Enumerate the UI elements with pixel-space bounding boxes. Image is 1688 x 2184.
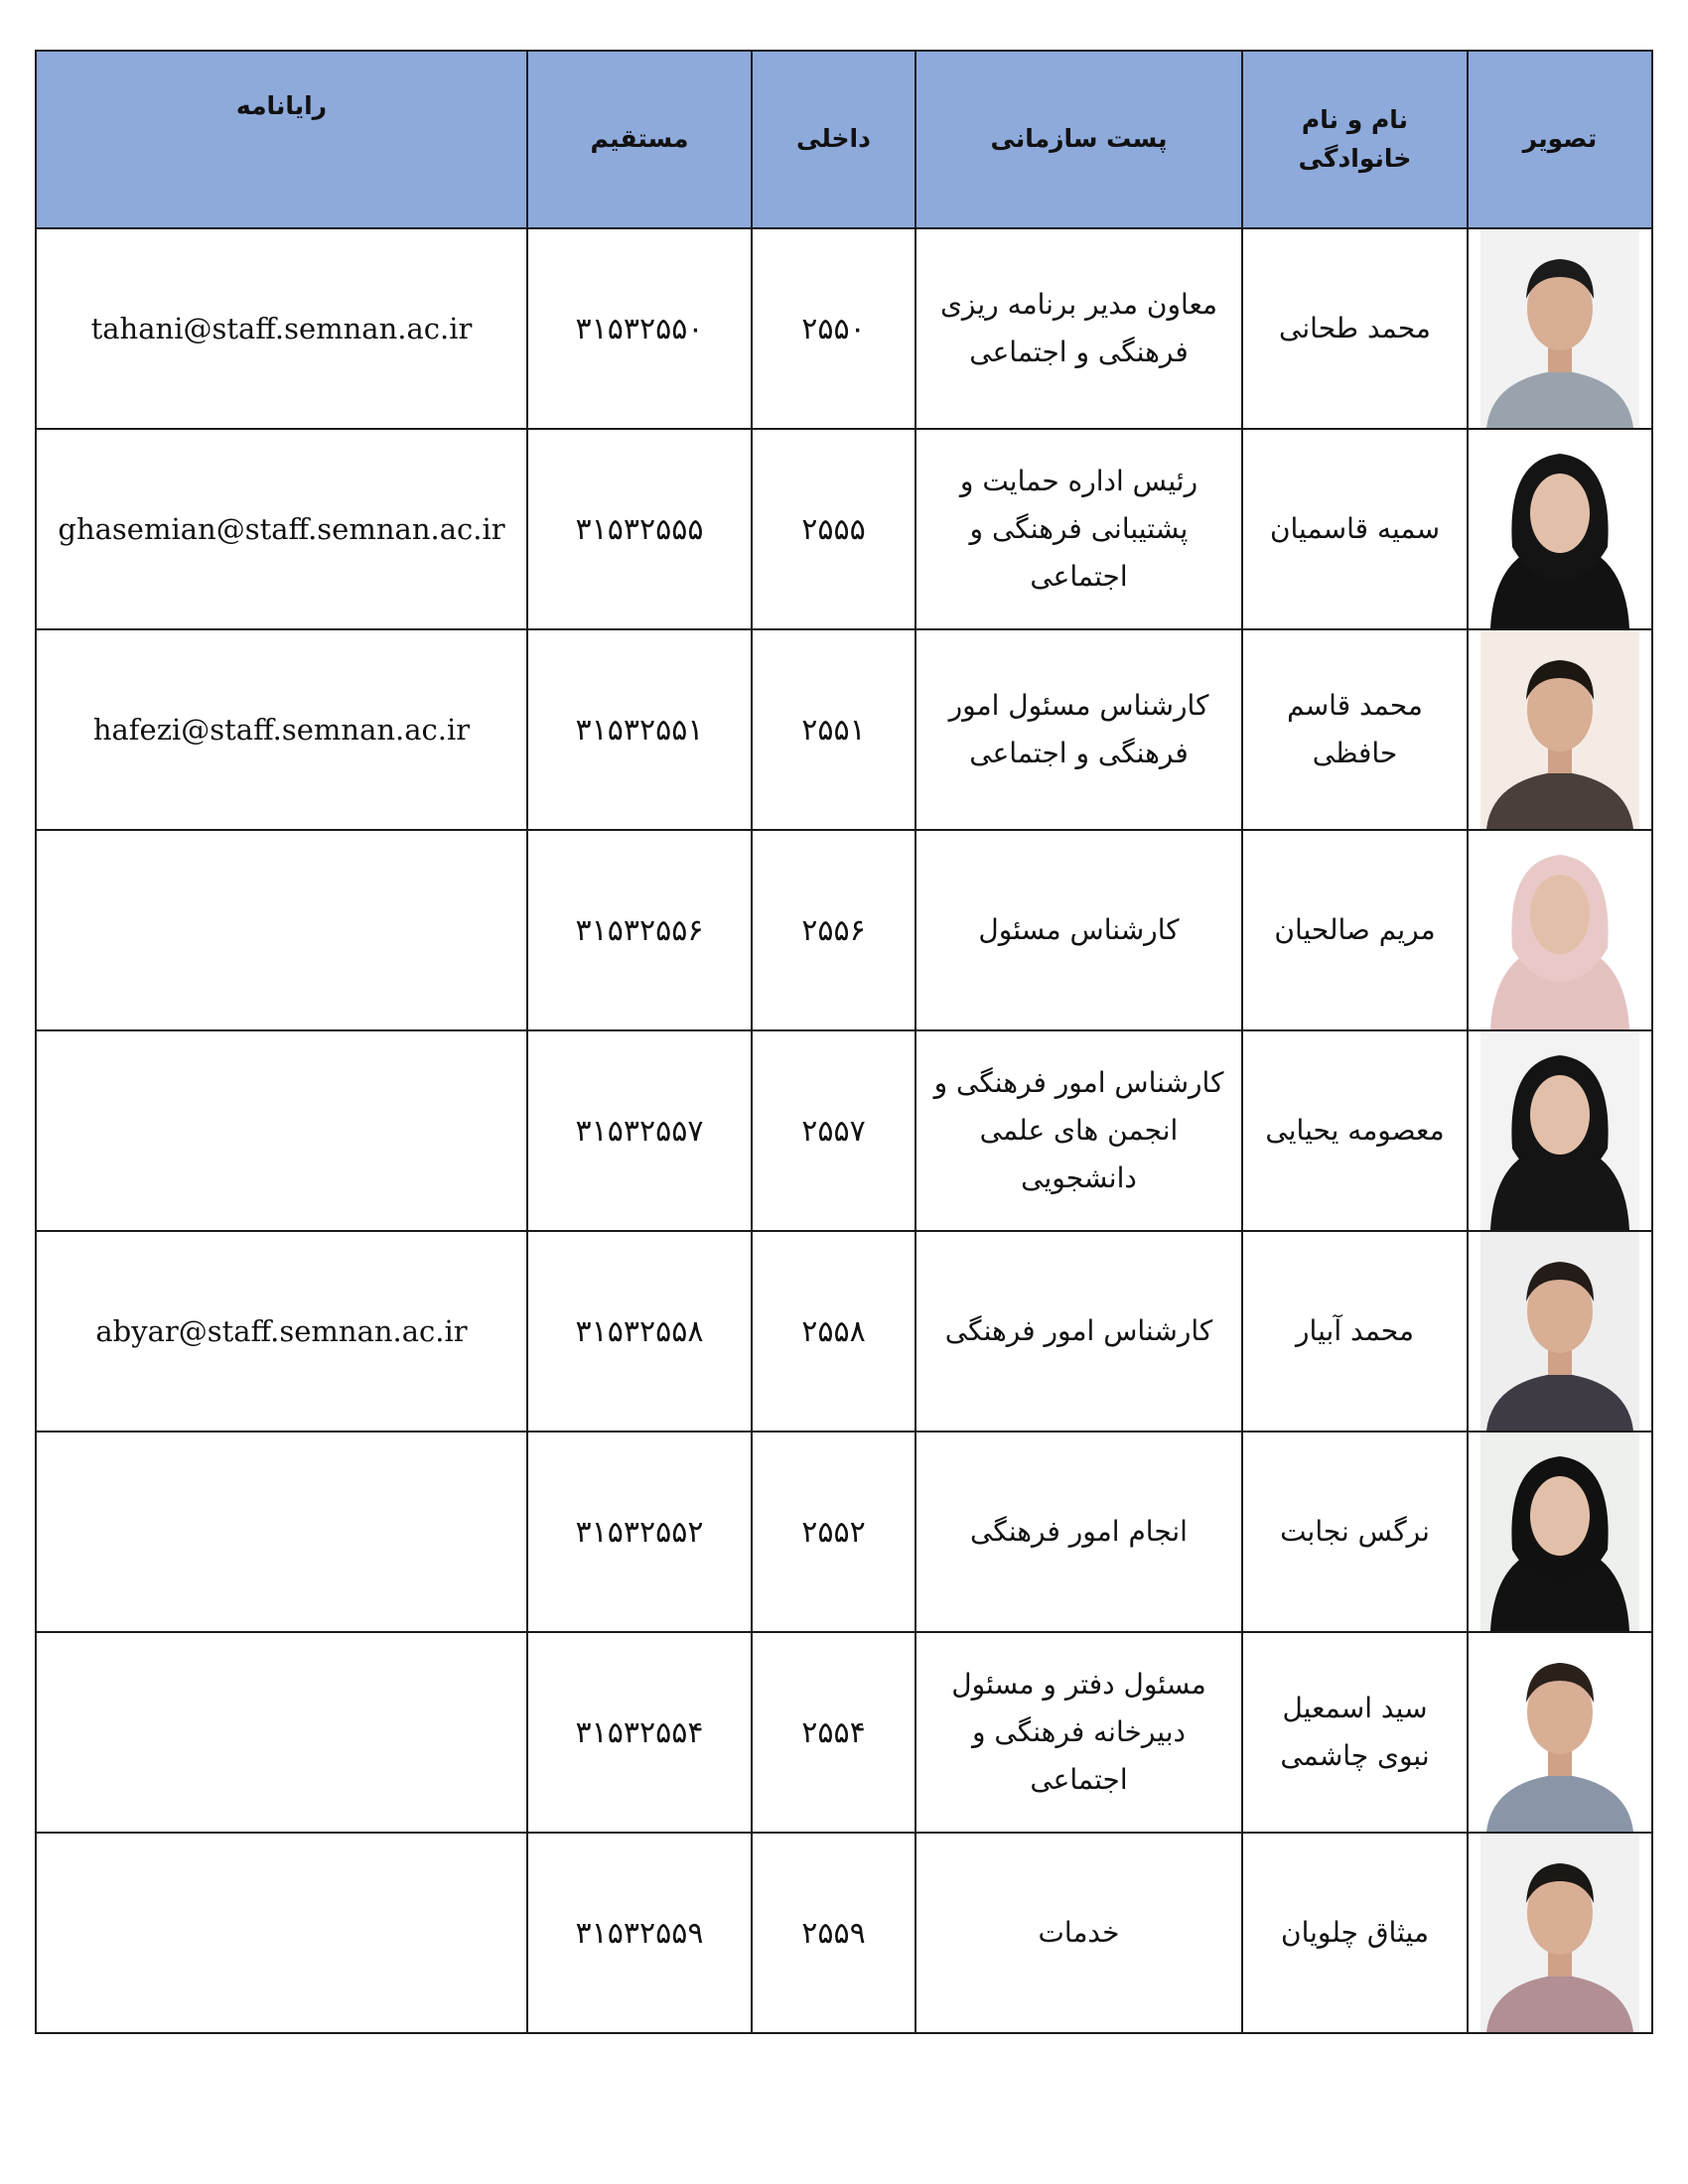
person-photo-icon	[1480, 630, 1639, 829]
header-row	[36, 51, 1652, 228]
internal-extension-cell: ۲۵۵۹	[752, 1833, 915, 2033]
position-cell: کارشناس امور فرهنگی و انجمن های علمی دانشجویی	[915, 1030, 1242, 1231]
internal-extension-cell: ۲۵۵۱	[752, 629, 915, 830]
position-cell: معاون مدیر برنامه ریزی فرهنگی و اجتماعی	[915, 228, 1242, 429]
direct-phone-cell: ۳۱۵۳۲۵۵۷	[527, 1030, 752, 1231]
email-cell	[36, 1432, 527, 1632]
position-cell: خدمات	[915, 1833, 1242, 2033]
photo-cell	[1468, 429, 1652, 629]
direct-phone-cell: ۳۱۵۳۲۵۵۶	[527, 830, 752, 1030]
person-photo-icon	[1480, 430, 1639, 628]
photo-cell	[1468, 830, 1652, 1030]
name-cell: محمد طحانی	[1242, 228, 1468, 429]
position-cell: کارشناس مسئول امور فرهنگی و اجتماعی	[915, 629, 1242, 830]
name-cell: معصومه یحیایی	[1242, 1030, 1468, 1231]
person-photo-icon	[1480, 1031, 1639, 1230]
person-photo-icon	[1480, 229, 1639, 428]
email-cell	[36, 1030, 527, 1231]
email-cell	[36, 1833, 527, 2033]
email-cell	[36, 1632, 527, 1833]
direct-phone-cell: ۳۱۵۳۲۵۵۱	[527, 629, 752, 830]
person-photo-icon	[1480, 1433, 1639, 1631]
direct-phone-cell: ۳۱۵۳۲۵۵۸	[527, 1231, 752, 1432]
photo-cell	[1468, 629, 1652, 830]
internal-extension-cell: ۲۵۵۲	[752, 1432, 915, 1632]
person-photo-icon	[1480, 831, 1639, 1029]
header-direct: مستقیم	[527, 51, 752, 228]
email-cell	[36, 830, 527, 1030]
photo-cell	[1468, 228, 1652, 429]
direct-phone-cell: ۳۱۵۳۲۵۵۵	[527, 429, 752, 629]
email-cell[interactable]: hafezi@staff.semnan.ac.ir	[36, 629, 527, 830]
staff-directory-table	[35, 50, 1653, 2034]
person-photo-icon	[1480, 1232, 1639, 1431]
position-cell: کارشناس مسئول	[915, 830, 1242, 1030]
internal-extension-cell: ۲۵۵۷	[752, 1030, 915, 1231]
name-cell: نرگس نجابت	[1242, 1432, 1468, 1632]
direct-phone-cell: ۳۱۵۳۲۵۵۲	[527, 1432, 752, 1632]
table-row	[36, 830, 1652, 1030]
table-row	[36, 1231, 1652, 1432]
email-cell[interactable]: tahani@staff.semnan.ac.ir	[36, 228, 527, 429]
table-row	[36, 1030, 1652, 1231]
email-cell[interactable]: abyar@staff.semnan.ac.ir	[36, 1231, 527, 1432]
position-cell: انجام امور فرهنگی	[915, 1432, 1242, 1632]
position-cell: رئیس اداره حمایت و پشتیبانی فرهنگی و اجتماعی	[915, 429, 1242, 629]
internal-extension-cell: ۲۵۵۶	[752, 830, 915, 1030]
name-cell: محمد قاسم حافظی	[1242, 629, 1468, 830]
position-cell: کارشناس امور فرهنگی	[915, 1231, 1242, 1432]
table-row	[36, 1432, 1652, 1632]
photo-cell	[1468, 1432, 1652, 1632]
internal-extension-cell: ۲۵۵۵	[752, 429, 915, 629]
header-position: پست سازمانی	[915, 51, 1242, 228]
name-cell: سید اسمعیل نبوی چاشمی	[1242, 1632, 1468, 1833]
header-name: نام و نام خانوادگی	[1242, 51, 1468, 228]
name-cell: سمیه قاسمیان	[1242, 429, 1468, 629]
table-row	[36, 1632, 1652, 1833]
header-internal: داخلی	[752, 51, 915, 228]
internal-extension-cell: ۲۵۵۰	[752, 228, 915, 429]
photo-cell	[1468, 1833, 1652, 2033]
internal-extension-cell: ۲۵۵۴	[752, 1632, 915, 1833]
header-photo: تصویر	[1468, 51, 1652, 228]
direct-phone-cell: ۳۱۵۳۲۵۵۹	[527, 1833, 752, 2033]
person-photo-icon	[1480, 1633, 1639, 1832]
name-cell: میثاق چلویان	[1242, 1833, 1468, 2033]
internal-extension-cell: ۲۵۵۸	[752, 1231, 915, 1432]
person-photo-icon	[1480, 1834, 1639, 2032]
photo-cell	[1468, 1231, 1652, 1432]
name-cell: مریم صالحیان	[1242, 830, 1468, 1030]
direct-phone-cell: ۳۱۵۳۲۵۵۴	[527, 1632, 752, 1833]
table-row	[36, 1833, 1652, 2033]
photo-cell	[1468, 1030, 1652, 1231]
header-email: رایانامه	[36, 51, 527, 228]
direct-phone-cell: ۳۱۵۳۲۵۵۰	[527, 228, 752, 429]
photo-cell	[1468, 1632, 1652, 1833]
position-cell: مسئول دفتر و مسئول دبیرخانه فرهنگی و اجتماعی	[915, 1632, 1242, 1833]
name-cell: محمد آبیار	[1242, 1231, 1468, 1432]
email-cell[interactable]: ghasemian@staff.semnan.ac.ir	[36, 429, 527, 629]
table-row	[36, 629, 1652, 830]
table-row	[36, 429, 1652, 629]
table-row	[36, 228, 1652, 429]
